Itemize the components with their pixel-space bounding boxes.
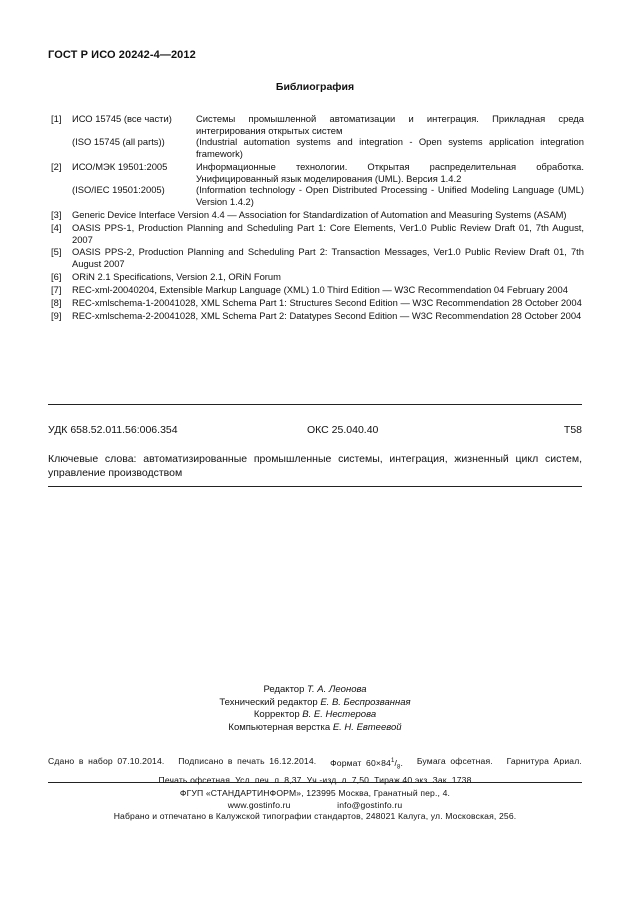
credit-line — [0, 684, 630, 697]
bibliography-entry — [51, 113, 584, 160]
publisher-printed: Набрано и отпечатано в Калужской типографии стандартов, 248021 Калуга, ул. Московская, 256. — [113, 811, 517, 821]
entry-text: REC-xmlschema-2-20041028, XML Schema Part 2: Datatypes Second Edition — W3C Recommendation 28 October 2004 — [72, 309, 582, 321]
credit-name: В. Е. Нестерова — [302, 709, 377, 721]
credit-line — [0, 722, 630, 735]
bibliography-entry — [51, 209, 584, 221]
publisher-site: www.gostinfo.ru — [227, 799, 291, 810]
bibliography-list — [51, 113, 584, 323]
imprint-block — [48, 755, 582, 786]
entry-number: [8] — [51, 296, 62, 308]
entry-number: [7] — [51, 283, 62, 295]
entry-description-en: (Industrial automation systems and integration - Open systems application integration framework) — [196, 136, 584, 160]
entry-standard-en: (ISO 15745 (all parts)) — [72, 136, 165, 148]
entry-text: REC-xml-20040204, Extensible Markup Language (XML) 1.0 Third Edition — W3C Recommendation 04 February 2004 — [72, 283, 568, 295]
entry-text: OASIS PPS-1, Production Planning and Scheduling Part 1: Core Elements, Ver1.0 Public Review Draft 01, 7th August, 2007 — [72, 221, 584, 245]
entry-number: [5] — [51, 246, 62, 258]
publisher-email: info@gostinfo.ru — [337, 799, 403, 810]
imprint-format: Формат $60\times 84^1/_8$. — [330, 757, 404, 771]
entry-number: [4] — [51, 221, 62, 233]
credit-role: Корректор — [253, 709, 300, 721]
entry-number: [9] — [51, 309, 62, 321]
divider-bottom — [48, 486, 582, 487]
imprint-typeface: Гарнитура Ариал. — [506, 756, 582, 766]
entry-description-en: (Information technology - Open Distributed Processing - Unified Modeling Language (UML) Version 1.4.2) — [196, 184, 584, 208]
entry-description: Информационные технологии. Открытая распределительная обработка. Унифицированный язык моделирования (UML). Версия 1.4.2 — [196, 161, 584, 184]
bibliography-entry — [51, 246, 584, 269]
bibliography-entry — [51, 271, 584, 283]
credits-block — [0, 684, 630, 734]
imprint-line-2: Печать офсетная. Усл. печ. л. 8,37. Уч.-изд. л. 7,50. Тираж 40 экз. Зак. 1738 — [158, 774, 472, 785]
publisher-block — [0, 788, 630, 823]
entry-standard-en: (ISO/IEC 19501:2005) — [72, 184, 165, 196]
bibliography-entry — [51, 297, 584, 309]
credit-line — [0, 709, 630, 722]
imprint-paper: Бумага офсетная. — [416, 756, 493, 766]
entry-text: Generic Device Interface Version 4.4 — Association for Standardization of Automation and Measuring Systems (ASAM) — [72, 209, 567, 220]
credit-role: Технический редактор — [219, 696, 318, 708]
credit-name: Е. В. Беспрозванная — [320, 696, 411, 708]
imprint-line-1 — [48, 755, 582, 774]
entry-number: [3] — [51, 209, 62, 220]
entry-number: [6] — [51, 271, 62, 283]
entry-description: Системы промышленной автоматизации и интеграция. Прикладная среда интегрирования открытых систем — [196, 113, 584, 136]
imprint-signed: Подписано в печать 16.12.2014. — [178, 756, 317, 766]
credit-role: Компьютерная верстка — [228, 721, 331, 733]
entry-standard: ИСО 15745 (все части) — [72, 113, 172, 124]
entry-text: OASIS PPS-2, Production Planning and Scheduling Part 2: Transaction Messages, Ver1.0 Public Review Draft 01, 7th August 2007 — [72, 246, 584, 270]
entry-text: REC-xmlschema-1-20041028, XML Schema Part 1: Structures Second Edition — W3C Recommendation 28 October 2004 — [72, 296, 582, 308]
keywords: Ключевые слова: автоматизированные промышленные системы, интеграция, жизненный цикл систем, управление производством — [48, 453, 582, 479]
t-code: Т58 — [563, 424, 582, 436]
bibliography-entry — [51, 310, 584, 322]
credit-name: Т. А. Леонова — [307, 684, 367, 695]
imprint-sent: Сдано в набор 07.10.2014. — [48, 756, 165, 766]
credit-role: Редактор — [263, 684, 305, 695]
bibliography-entry — [51, 222, 584, 245]
document-code: ГОСТ Р ИСО 20242-4—2012 — [48, 49, 196, 61]
divider-imprint — [48, 782, 582, 783]
credit-line — [0, 697, 630, 710]
divider-top — [48, 404, 582, 405]
entry-text: ORiN 2.1 Specifications, Version 2.1, ORiN Forum — [72, 271, 281, 283]
oks-code: ОКС 25.040.40 — [307, 424, 379, 436]
entry-number: [2] — [51, 161, 62, 172]
credit-name: Е. Н. Евтеевой — [332, 721, 402, 733]
udk-code: УДК 658.52.011.56:006.354 — [48, 424, 178, 436]
bibliography-title: Библиография — [275, 81, 355, 93]
entry-standard: ИСО/МЭК 19501:2005 — [72, 161, 168, 172]
publisher-contacts — [0, 800, 630, 812]
bibliography-entry — [51, 284, 584, 296]
bibliography-entry — [51, 161, 584, 208]
publisher-address: ФГУП «СТАНДАРТИНФОРМ», 123995 Москва, Гранатный пер., 4. — [179, 788, 451, 798]
entry-number: [1] — [51, 113, 62, 124]
